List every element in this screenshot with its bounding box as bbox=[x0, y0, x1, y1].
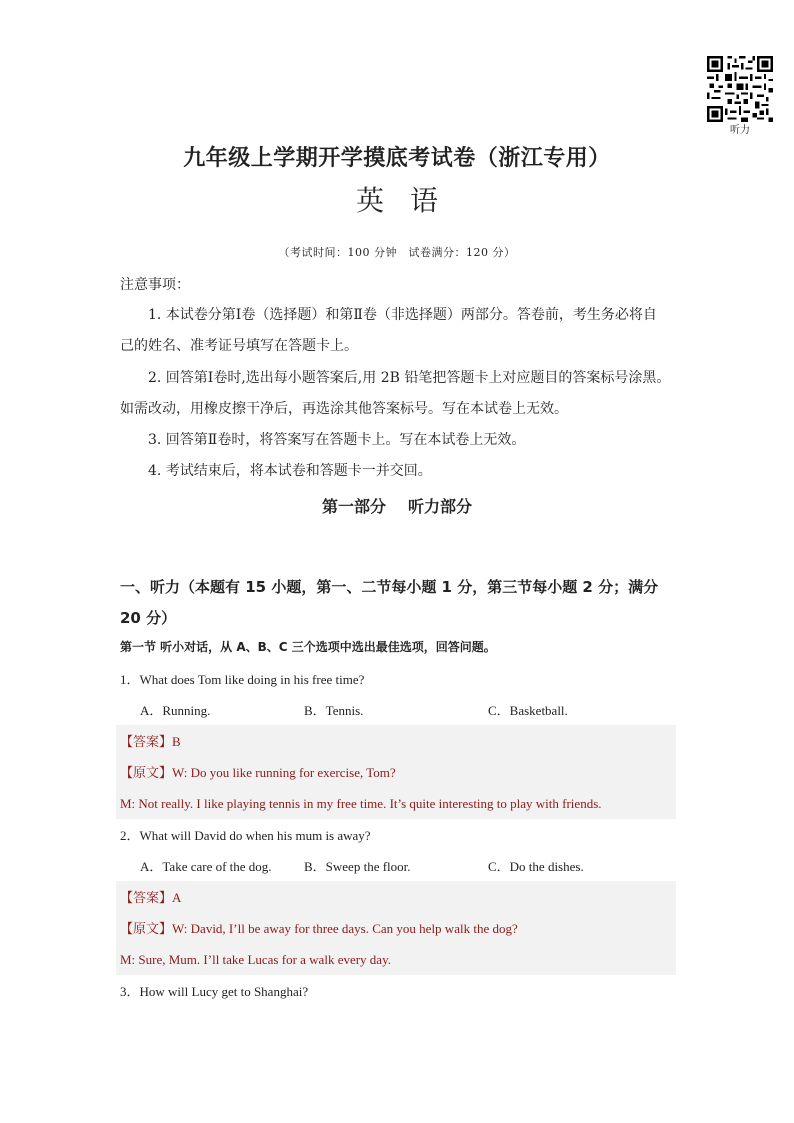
qr-code-block[interactable] bbox=[706, 56, 774, 137]
question-2-option-a: A．Take care of the dog. bbox=[140, 859, 272, 874]
notice-item-3: 3. 回答第Ⅱ卷时，将答案写在答题卡上。写在本试卷上无效。 bbox=[148, 432, 526, 448]
section-title bbox=[0, 495, 794, 519]
question-3-stem: 3．How will Lucy get to Shanghai? bbox=[120, 984, 309, 999]
section-name: 听力部分 bbox=[408, 497, 473, 516]
question-2-answer: 【答案】A bbox=[120, 890, 182, 906]
notice-item-4: 4. 考试结束后，将本试卷和答题卡一并交回。 bbox=[148, 463, 432, 479]
qr-code-icon[interactable] bbox=[707, 56, 773, 122]
question-2-option-c: C．Do the dishes. bbox=[488, 859, 584, 874]
question-2-script-line-2: M: Sure, Mum. I’ll take Lucas for a walk every day. bbox=[120, 952, 391, 967]
question-1-answer: 【答案】B bbox=[120, 734, 181, 750]
question-1-stem: 1．What does Tom like doing in his free time? bbox=[120, 672, 365, 687]
notice-heading: 注意事项： bbox=[120, 277, 190, 293]
question-1-option-c: C．Basketball. bbox=[488, 703, 568, 718]
question-2-script-line-1: 【原文】W: David, I’ll be away for three days. Can you help walk the dog? bbox=[120, 921, 518, 937]
question-1-option-b: B．Tennis. bbox=[304, 703, 364, 718]
listening-heading: 一、听力（本题有 15 小题，第一、二节每小题 1 分，第三节每小题 2 分；满分 20 分） bbox=[120, 578, 659, 627]
exam-title: 九年级上学期开学摸底考试卷（浙江专用） bbox=[183, 146, 611, 171]
notice-item-2: 2. 回答第Ⅰ卷时,选出每小题答案后,用 2B 铅笔把答题卡上对应题目的答案标号涂黑。 如需改动，用橡皮擦干净后，再选涂其他答案标号。写在本试卷上无效。 bbox=[120, 370, 671, 417]
listening-subheading: 第一节 听小对话，从 A、B、C 三个选项中选出最佳选项，回答问题。 bbox=[120, 640, 496, 654]
exam-time-info: （考试时间：100 分钟 试卷满分：120 分） bbox=[278, 246, 516, 259]
subject-title: 英语 bbox=[355, 184, 464, 217]
question-2-stem: 2．What will David do when his mum is away? bbox=[120, 828, 371, 843]
section-part: 第一部分 bbox=[321, 497, 386, 516]
notice-item-1: 1. 本试卷分第Ⅰ卷（选择题）和第Ⅱ卷（非选择题）两部分。答卷前，考生务必将自 己的姓名、准考证号填写在答题卡上。 bbox=[120, 307, 657, 354]
qr-label: 听力 bbox=[730, 125, 750, 136]
question-2-option-b: B．Sweep the floor. bbox=[304, 859, 411, 874]
question-1-script-line-1: 【原文】W: Do you like running for exercise, Tom? bbox=[120, 765, 396, 781]
question-1-script-line-2: M: Not really. I like playing tennis in my free time. It’s quite interesting to play with friends. bbox=[120, 796, 602, 811]
question-1-option-a: A．Running. bbox=[140, 703, 211, 718]
